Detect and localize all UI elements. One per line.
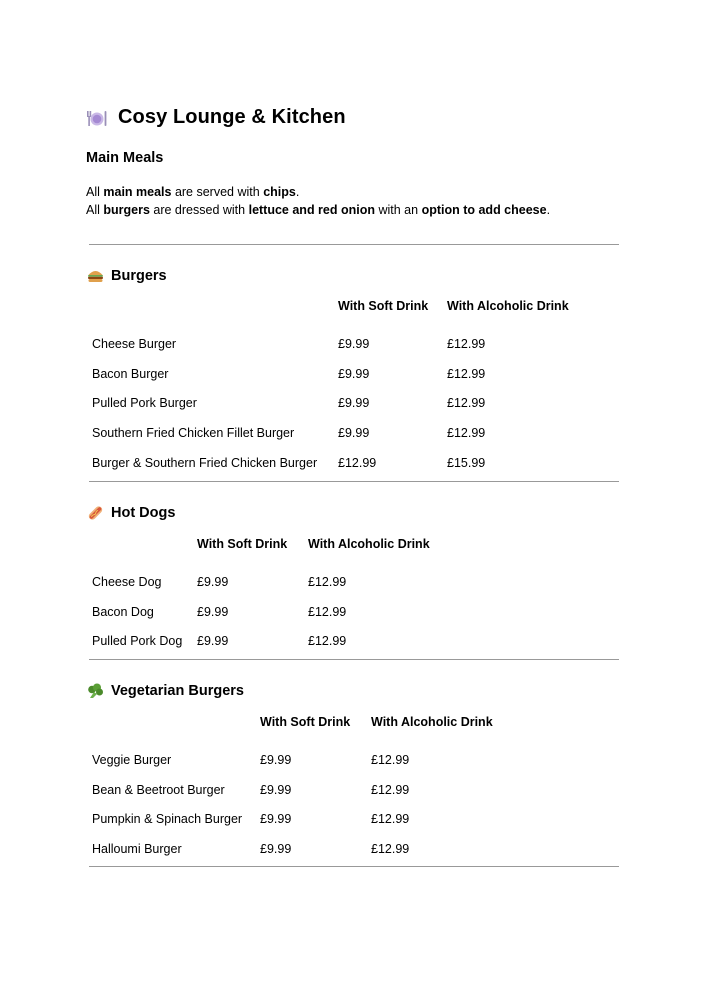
price-soft: £9.99 (338, 336, 370, 351)
price-soft: £9.99 (338, 366, 370, 381)
price-soft: £9.99 (197, 634, 229, 649)
table-row (86, 597, 436, 627)
page-title: Cosy Lounge & Kitchen (118, 106, 346, 128)
price-soft: £9.99 (260, 812, 292, 827)
price-alcoholic: £12.99 (447, 366, 486, 381)
price-alcoholic: £12.99 (308, 604, 347, 619)
divider (89, 244, 619, 245)
section-header-hotdogs (87, 505, 175, 521)
table-row (86, 559, 436, 597)
price-soft: £9.99 (197, 574, 229, 589)
price-alcoholic: £12.99 (371, 782, 410, 797)
price-soft: £9.99 (338, 396, 370, 411)
item-name: Cheese Dog (92, 574, 162, 589)
price-soft: £9.99 (338, 426, 370, 441)
section-title: Burgers (111, 268, 167, 284)
table-row (86, 834, 499, 864)
plate-icon (86, 108, 108, 128)
divider (89, 481, 619, 482)
column-header-alcoholic: With Alcoholic Drink (447, 299, 569, 313)
menu-table-hotdogs (86, 537, 436, 656)
item-name: Pumpkin & Spinach Burger (92, 812, 243, 827)
price-alcoholic: £12.99 (447, 426, 486, 441)
menu-table-veggie (86, 715, 499, 864)
item-name: Bean & Beetroot Burger (92, 782, 225, 797)
item-name: Cheese Burger (92, 336, 177, 351)
item-name: Halloumi Burger (92, 842, 182, 857)
price-soft: £9.99 (260, 752, 292, 767)
price-alcoholic: £12.99 (371, 812, 410, 827)
table-row (86, 321, 575, 359)
divider (89, 659, 619, 660)
item-name: Veggie Burger (92, 752, 172, 767)
hotdog-icon (87, 505, 104, 521)
section-title-main-meals: Main Meals (86, 150, 164, 166)
column-header-alcoholic: With Alcoholic Drink (308, 537, 430, 551)
price-soft: £9.99 (260, 782, 292, 797)
price-alcoholic: £12.99 (371, 842, 410, 857)
price-soft: £9.99 (260, 842, 292, 857)
intro-text (86, 184, 550, 219)
divider (89, 866, 619, 867)
item-name: Bacon Burger (92, 366, 169, 381)
item-name: Pulled Pork Burger (92, 396, 197, 411)
table-row (86, 737, 499, 775)
item-name: Bacon Dog (92, 604, 154, 619)
table-row (86, 359, 575, 389)
item-name: Southern Fried Chicken Fillet Burger (92, 426, 295, 441)
intro-line-2: All burgers are dressed with lettuce and red onion with an option to add cheese. (86, 202, 551, 217)
table-row (86, 627, 436, 657)
broccoli-icon (87, 683, 104, 699)
section-title: Hot Dogs (111, 505, 176, 521)
price-soft: £12.99 (338, 456, 377, 471)
column-header-soft: With Soft Drink (197, 537, 288, 551)
page-header (86, 106, 346, 129)
price-alcoholic: £12.99 (371, 752, 410, 767)
price-alcoholic: £12.99 (308, 634, 347, 649)
section-header-veggie (87, 683, 244, 699)
price-alcoholic: £15.99 (447, 456, 486, 471)
item-name: Burger & Southern Fried Chicken Burger (92, 456, 318, 471)
table-row (86, 389, 575, 419)
price-alcoholic: £12.99 (308, 574, 347, 589)
table-row (86, 775, 499, 805)
table-row (86, 448, 575, 478)
burger-icon (87, 268, 104, 284)
price-alcoholic: £12.99 (447, 336, 486, 351)
item-name: Pulled Pork Dog (92, 634, 183, 649)
price-soft: £9.99 (197, 604, 229, 619)
table-row (86, 805, 499, 835)
column-header-soft: With Soft Drink (260, 715, 351, 729)
table-row (86, 418, 575, 448)
menu-table-burgers (86, 299, 575, 478)
section-header-burgers (87, 268, 167, 284)
column-header-soft: With Soft Drink (338, 299, 429, 313)
column-header-alcoholic: With Alcoholic Drink (371, 715, 493, 729)
price-alcoholic: £12.99 (447, 396, 486, 411)
intro-line-1: All main meals are served with chips. (86, 185, 300, 199)
section-title: Vegetarian Burgers (111, 683, 244, 699)
